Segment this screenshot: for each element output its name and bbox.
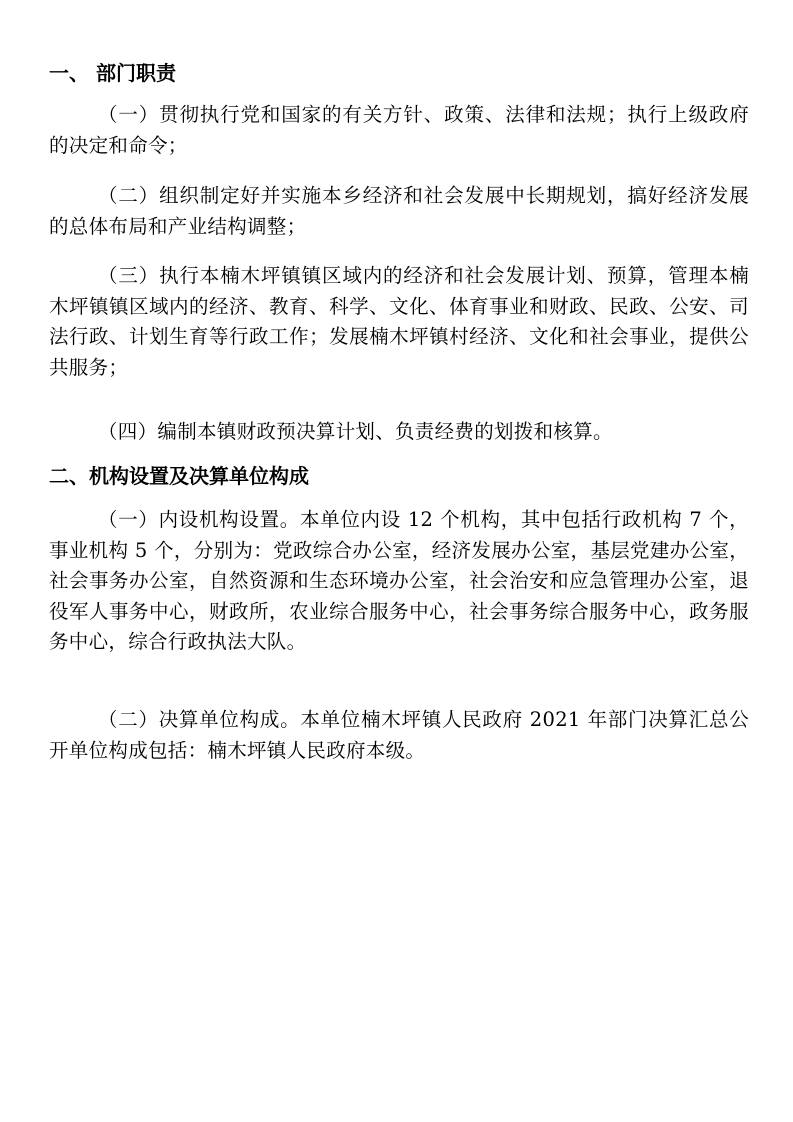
section-heading-department-duties: 一、 部门职责 (49, 61, 176, 85)
duty-paragraph-4: （四）编制本镇财政预决算计划、负责经费的划拨和核算。 (98, 420, 613, 443)
duty-paragraph-3: （三）执行本楠木坪镇镇区域内的经济和社会发展计划、预算，管理本楠木坪镇镇区域内的经济、教育、科学、文化、体育事业和财政、民政、公安、司法行政、计划生育等行政工作；发展楠木坪镇村经济、文化和社会事业，提供公共服务； (49, 264, 749, 379)
duty-paragraph-1: （一）贯彻执行党和国家的有关方针、政策、法律和法规；执行上级政府的决定和命令； (49, 103, 749, 157)
section-heading-organization: 二、机构设置及决算单位构成 (49, 464, 309, 488)
organization-paragraph-1: （一）内设机构设置。本单位内设 12 个机构，其中包括行政机构 7 个，事业机构 5 个，分别为：党政综合办公室，经济发展办公室，基层党建办公室，社会事务办公室，自然资源和生态环境办公室，社会治安和应急管理办公室，退役军人事务中心，财政所，农业综合服务中心，社会事务综合服务中心，政务服务中心，综合行政执法大队。 (49, 508, 749, 653)
organization-paragraph-2: （二）决算单位构成。本单位楠木坪镇人民政府 2021 年部门决算汇总公开单位构成包括：楠木坪镇人民政府本级。 (49, 708, 749, 762)
duty-paragraph-2: （二）组织制定好并实施本乡经济和社会发展中长期规划，搞好经济发展的总体布局和产业结构调整； (49, 184, 749, 238)
